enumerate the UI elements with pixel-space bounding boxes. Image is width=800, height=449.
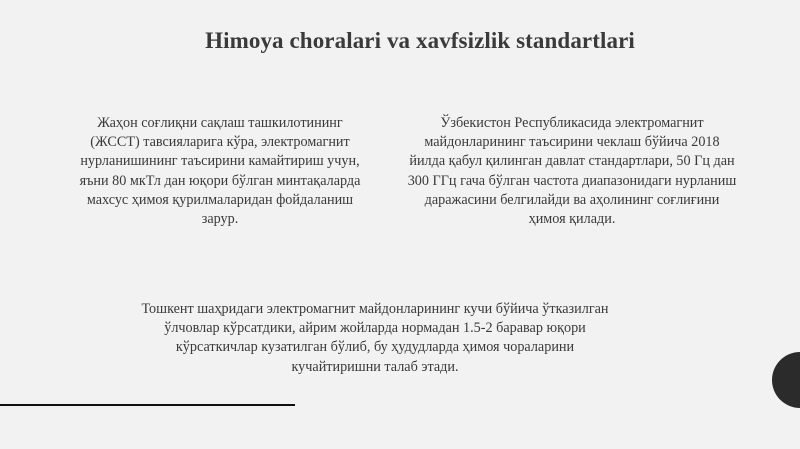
left-paragraph-line: махсус ҳимоя қурилмаларидан фойдаланиш <box>86 191 354 208</box>
bottom-paragraph-line: Тошкент шаҳридаги электромагнит майдонларининг кучи бўйича ўтказилган <box>141 301 609 317</box>
bottom-paragraph-line: кўрсаткичлар кузатилган бўлиб, бу ҳудудларда ҳимоя чораларини <box>175 339 575 356</box>
right-paragraph-line: майдонларининг таъсирини чеклаш бўйича 2018 <box>424 134 720 151</box>
decorative-circle <box>772 352 800 408</box>
right-paragraph-line: 300 ГГц гача бўлган частота диапазонидаги нурланиш <box>407 172 737 189</box>
right-paragraph-line: йилда қабул қилинган давлат стандартлари, 50 Гц дан <box>409 153 735 170</box>
right-paragraph <box>392 114 752 229</box>
bottom-paragraph-line: кучайтиришни талаб этади. <box>291 358 459 375</box>
left-paragraph-line: Жаҳон соғлиқни сақлаш ташкилотининг <box>97 115 343 131</box>
bottom-paragraph-line: ўлчовлар кўрсатдики, айрим жойларда нормадан 1.5-2 баравар юқори <box>164 320 586 337</box>
bottom-paragraph <box>140 300 610 377</box>
left-paragraph <box>60 114 380 229</box>
right-paragraph-line: ҳимоя қилади. <box>528 211 616 228</box>
right-paragraph-line: Ўзбекистон Республикасида электромагнит <box>440 115 704 131</box>
left-paragraph-line: нурланишининг таъсирини камайтириш учун, <box>80 153 360 170</box>
left-paragraph-line: яъни 80 мкТл дан юқори бўлган минтақаларда <box>79 172 361 189</box>
left-paragraph-line: (ЖССТ) тавсияларига кўра, электромагнит <box>90 134 350 151</box>
slide-title: Himoya choralari va xavfsizlik standartlari <box>205 28 635 53</box>
left-paragraph-line: зарур. <box>201 211 239 228</box>
right-paragraph-line: даражасини белгилайди ва аҳолининг соғлиғини <box>424 191 720 208</box>
bottom-divider <box>0 404 295 406</box>
